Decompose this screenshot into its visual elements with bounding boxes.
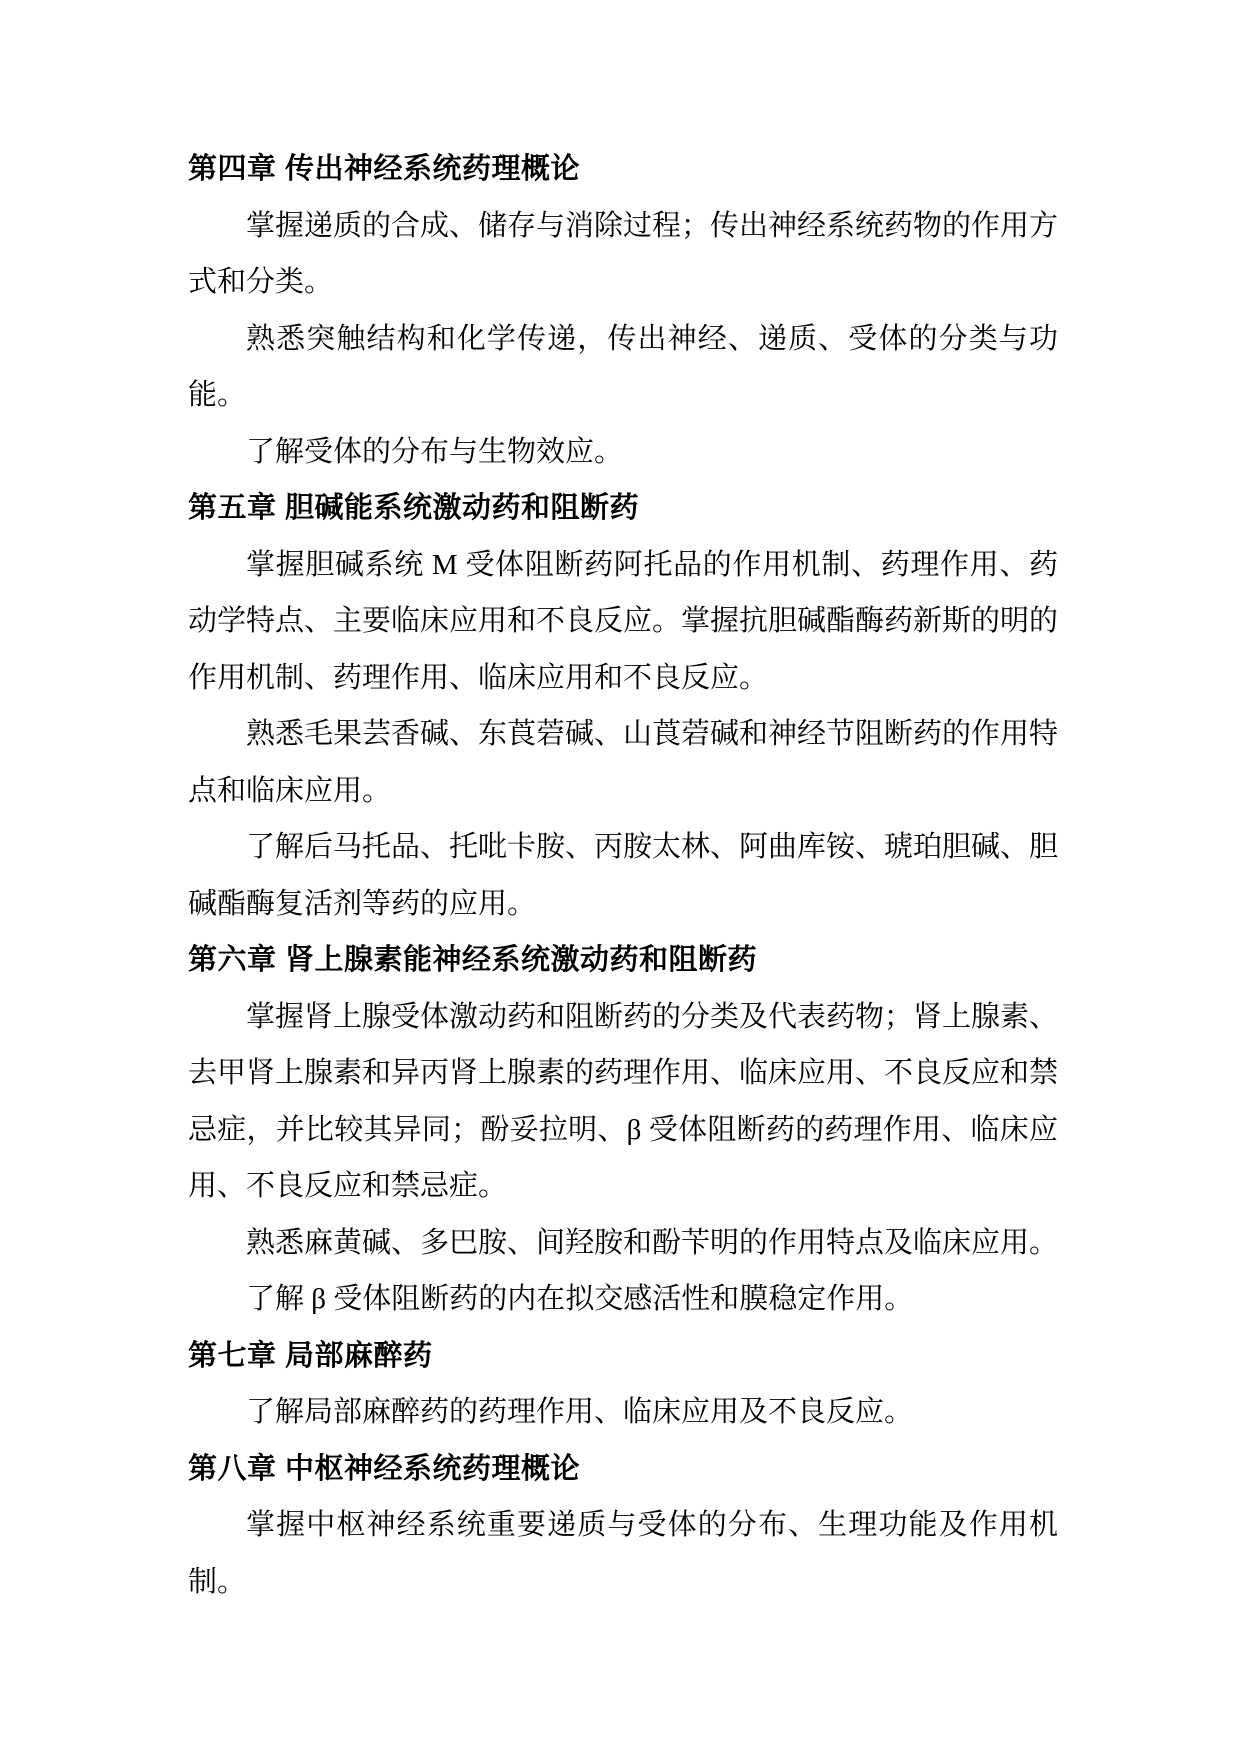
- paragraph: 熟悉毛果芸香碱、东莨菪碱、山莨菪碱和神经节阻断药的作用特点和临床应用。: [188, 718, 1059, 807]
- chapter-section-8: [188, 1441, 1058, 1611]
- chapter-heading: 第七章 局部麻醉药: [188, 1339, 433, 1372]
- paragraph: 了解受体的分布与生物效应。: [246, 435, 624, 468]
- chapter-section-6: [188, 932, 1058, 1328]
- paragraph: 掌握肾上腺受体激动药和阻断药的分类及代表药物；肾上腺素、去甲肾上腺素和异丙肾上腺素的药理作用、临床应用、不良反应和禁忌症，并比较其异同；酚妥拉明、β 受体阻断药的药理作用、临床应用、不良反应和禁忌症。: [188, 1000, 1059, 1202]
- paragraph: 熟悉麻黄碱、多巴胺、间羟胺和酚苄明的作用特点及临床应用。: [246, 1226, 1059, 1259]
- paragraph: 掌握中枢神经系统重要递质与受体的分布、生理功能及作用机制。: [188, 1509, 1058, 1598]
- chapter-heading: 第四章 传出神经系统药理概论: [188, 153, 581, 185]
- paragraph: 了解后马托品、托吡卡胺、丙胺太林、阿曲库铵、琥珀胆碱、胆碱酯酶复活剂等药的应用。: [188, 831, 1059, 920]
- chapter-heading: 第五章 胆碱能系统激动药和阻断药: [188, 492, 640, 524]
- paragraph: 了解局部麻醉药的药理作用、临床应用及不良反应。: [246, 1396, 914, 1428]
- paragraph: 熟悉突触结构和化学传递，传出神经、递质、受体的分类与功能。: [188, 322, 1058, 411]
- chapter-heading: 第八章 中枢神经系统药理概论: [188, 1452, 581, 1485]
- chapter-section-4: [188, 141, 1058, 480]
- chapter-section-5: [188, 480, 1058, 932]
- paragraph: 掌握递质的合成、储存与消除过程；传出神经系统药物的作用方式和分类。: [188, 209, 1059, 298]
- paragraph: 了解 β 受体阻断药的内在拟交感活性和膜稳定作用。: [246, 1283, 914, 1315]
- chapter-heading: 第六章 肾上腺素能神经系统激动药和阻断药: [188, 944, 758, 976]
- paragraph: 掌握胆碱系统 M 受体阻断药阿托品的作用机制、药理作用、药动学特点、主要临床应用和不良反应。掌握抗胆碱酯酶药新斯的明的作用机制、药理作用、临床应用和不良反应。: [188, 548, 1059, 694]
- chapter-section-7: [188, 1328, 1058, 1441]
